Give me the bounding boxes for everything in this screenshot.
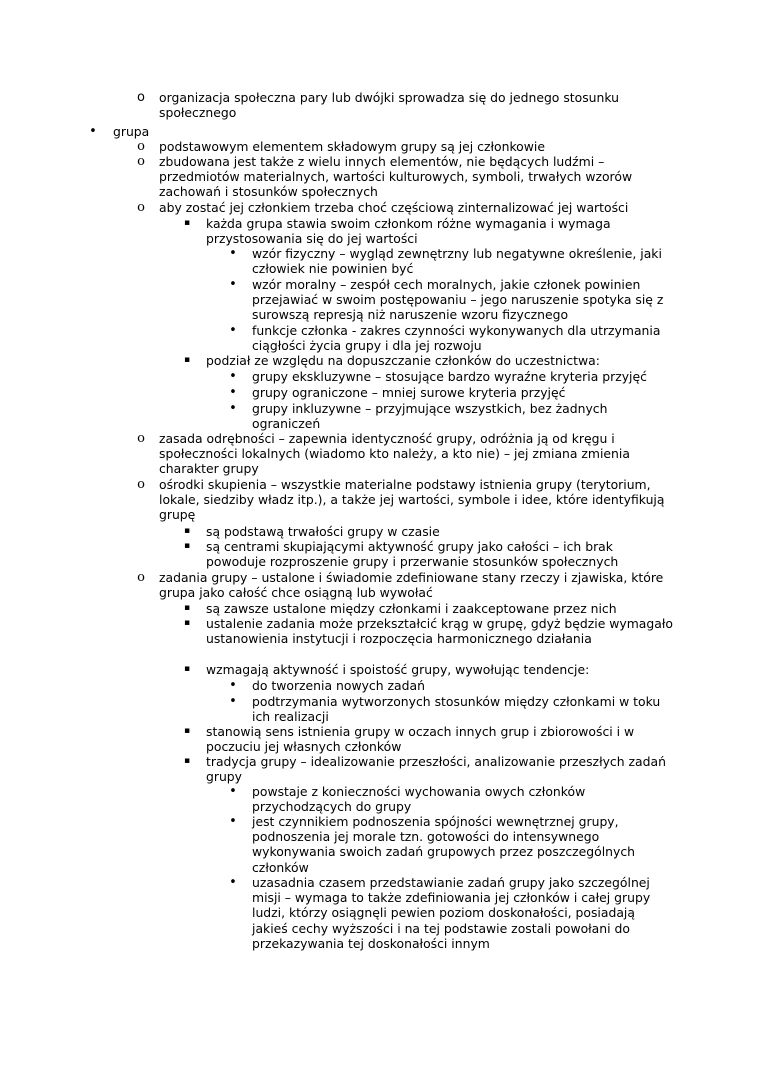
list-item [0, 754, 760, 784]
list-item-text: wzór fizyczny – wygląd zewnętrzny lub negatywne określenie, jaki człowiek nie powinien być [252, 246, 662, 277]
bullet-marker: • [229, 277, 237, 292]
list-item-text: są podstawą trwałości grupy w czasie [206, 524, 440, 539]
bullet-marker: • [229, 875, 237, 890]
bullet-marker: ▪ [183, 756, 191, 766]
list-item [0, 154, 760, 200]
bullet-marker: o [137, 570, 145, 585]
list-item-text: każda grupa stawia swoim członkom różne wymagania i wymaga przystosowania się do jej wartości [206, 216, 611, 247]
list-item-text: zbudowana jest także z wielu innych elementów, nie będących ludźmi – przedmiotów materialnych, wartości kulturowych, symboli, trwałych wzorów zachowań i stosunków społecznych [159, 154, 633, 200]
list-item-text: organizacja społeczna pary lub dwójki sprowadza się do jednego stosunku społecznego [159, 90, 620, 121]
list-item-text: powstaje z konieczności wychowania owych członków przychodzących do grupy [252, 784, 586, 815]
list-item [0, 124, 760, 139]
list-item [0, 401, 760, 431]
bullet-marker: • [229, 369, 237, 384]
bullet-marker: • [229, 246, 237, 261]
bullet-marker: ▪ [183, 726, 191, 736]
bullet-marker: • [229, 814, 237, 829]
list-item-text: ośrodki skupienia – wszystkie materialne podstawy istnienia grupy (terytorium, lokale, siedziby władz itp.), a także jej wartości, symbole i idee, które identyfikują grupę [159, 477, 665, 523]
list-item [0, 353, 760, 368]
list-item [0, 385, 760, 400]
list-item [0, 139, 760, 154]
list-item-text: jest czynnikiem podnoszenia spójności wewnętrznej grupy, podnoszenia jej morale tzn. gotowości do intensywnego wykonywania swoich zadań grupowych przez poszczególnych członków [252, 814, 636, 875]
list-item [0, 477, 760, 523]
bullet-marker: o [137, 200, 145, 215]
list-item [0, 200, 760, 215]
list-item [0, 694, 760, 724]
list-item [0, 678, 760, 693]
bullet-marker: • [229, 401, 237, 416]
list-item-text: zadania grupy – ustalone i świadomie zdefiniowane stany rzeczy i zjawiska, które grupa jako całość chce osiągną lub wywołać [159, 570, 664, 601]
list-item-text: grupa [113, 124, 150, 139]
list-item-text: grupy ekskluzywne – stosujące bardzo wyraźne kryteria przyjęć [252, 369, 647, 384]
bullet-marker: o [137, 139, 145, 154]
bullet-marker: o [137, 431, 145, 446]
bullet-marker: • [229, 678, 237, 693]
list-item-text: wzmagają aktywność i spoistość grupy, wywołując tendencje: [206, 662, 590, 677]
list-item-text: stanowią sens istnienia grupy w oczach innych grup i zbiorowości i w poczuciu jej własnych członków [206, 724, 635, 755]
list-item-text: uzasadnia czasem przedstawianie zadań grupy jako szczególnej misji – wymaga to także zdefiniowania jej członków i całej grupy ludzi, którzy osiągnęli pewien poziom doskonałości, posiadają jakieś cechy wyższości i na tej podstawie zostali powołani do przekazywania tej doskonałości innym [252, 875, 651, 951]
bullet-marker: ▪ [183, 355, 191, 365]
bullet-marker: • [229, 323, 237, 338]
list-item [0, 90, 760, 120]
bullet-marker: • [229, 385, 237, 400]
list-item [0, 524, 760, 539]
list-item-text: zasada odrębności – zapewnia identyczność grupy, odróżnia ją od kręgu i społeczności lokalnych (wiadomo kto należy, a kto nie) – jej zmiana zmienia charakter grupy [159, 431, 630, 477]
list-item [0, 277, 760, 323]
list-item-text: podział ze względu na dopuszczanie członków do uczestnictwa: [206, 353, 600, 368]
list-item-text: podstawowym elementem składowym grupy są jej członkowie [159, 139, 545, 154]
list-item-text: są centrami skupiającymi aktywność grupy jako całości – ich brak powoduje rozproszenie grupy i przerwanie stosunków społecznych [206, 539, 619, 570]
bullet-marker: ▪ [183, 526, 191, 536]
list-item-text: ustalenie zadania może przekształcić krąg w grupę, gdyż będzie wymagało ustanowienia instytucji i rozpoczęcia harmonicznego działania [206, 616, 673, 647]
list-item [0, 724, 760, 754]
list-item [0, 323, 760, 353]
list-item-text: wzór moralny – zespół cech moralnych, jakie członek powinien przejawiać w swoim postępowaniu – jego naruszenie spotyka się z surowszą represją niż naruszenie wzoru fizycznego [252, 277, 664, 323]
list-item-text: grupy ograniczone – mniej surowe kryteria przyjęć [252, 385, 566, 400]
list-item [0, 662, 760, 677]
list-item-text: podtrzymania wytworzonych stosunków między członkami w toku ich realizacji [252, 694, 661, 725]
bullet-marker: o [137, 154, 145, 169]
bullet-marker: • [229, 694, 237, 709]
list-item [0, 601, 760, 616]
list-item [0, 814, 760, 875]
list-item [0, 246, 760, 276]
list-item [0, 216, 760, 246]
bullet-marker: • [89, 124, 97, 139]
bullet-marker: ▪ [183, 603, 191, 613]
list-item-text: grupy inkluzywne – przyjmujące wszystkich, bez żadnych ograniczeń [252, 401, 608, 432]
list-item [0, 570, 760, 600]
list-item-text: aby zostać jej członkiem trzeba choć częściową zinternalizować jej wartości [159, 200, 629, 215]
bullet-marker: ▪ [183, 541, 191, 551]
list-item-text: są zawsze ustalone między członkami i zaakceptowane przez nich [206, 601, 617, 616]
bullet-marker: • [229, 784, 237, 799]
list-item [0, 875, 760, 951]
list-item [0, 784, 760, 814]
bullet-marker: o [137, 477, 145, 492]
list-item-text: funkcje członka - zakres czynności wykonywanych dla utrzymania ciągłości życia grupy i dla jej rozwoju [252, 323, 661, 354]
list-item [0, 431, 760, 477]
list-item-text: tradycja grupy – idealizowanie przeszłości, analizowanie przeszłych zadań grupy [206, 754, 666, 785]
list-item-text: do tworzenia nowych zadań [252, 678, 425, 693]
list-item [0, 369, 760, 384]
bullet-marker: ▪ [183, 664, 191, 674]
list-item [0, 616, 760, 646]
bullet-marker: ▪ [183, 618, 191, 628]
list-item [0, 539, 760, 569]
bullet-marker: ▪ [183, 218, 191, 228]
bullet-marker: o [137, 90, 145, 105]
